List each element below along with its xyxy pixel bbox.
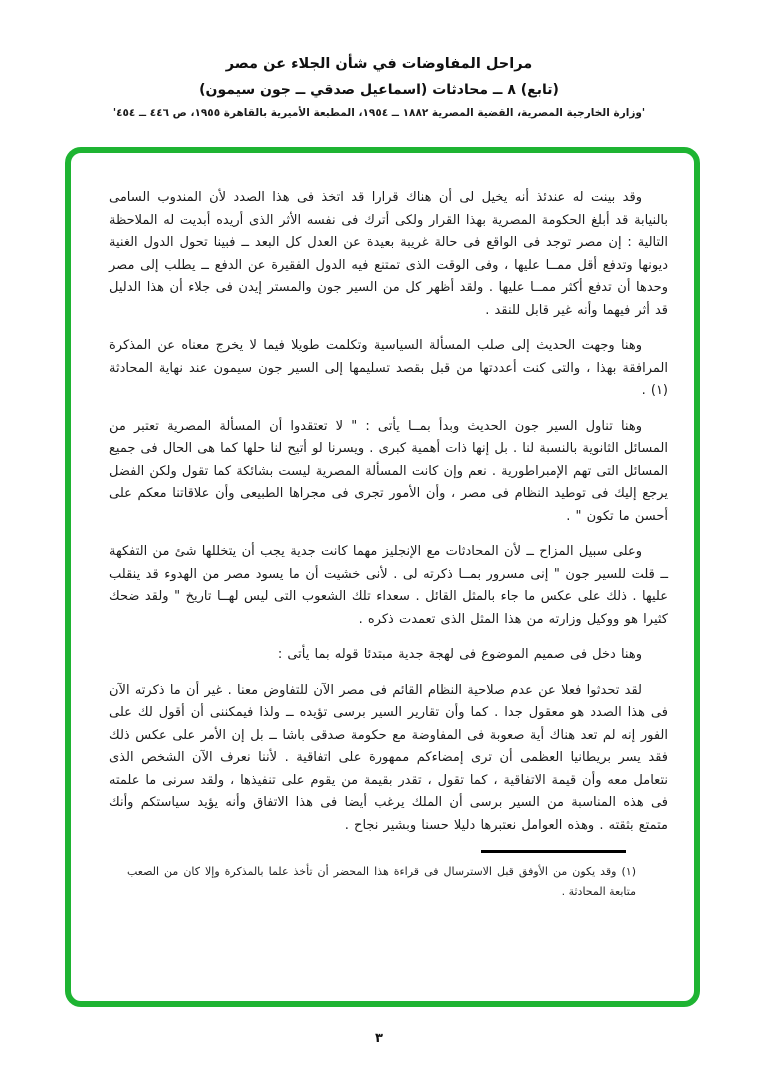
page-number: ٣ [375,1031,383,1046]
footnote-separator [481,850,626,853]
body-paragraph-6: لقد تحدثوا فعلا عن عدم صلاحية النظام القائم فى مصر الآن للتفاوض معنا . غير أن ما ذكرته الآن فى هذا الصدد هو معقول جدا . كما وأن تقارير السير برسى تؤيده ــ ولذا فيمكننى أن أقول لك على الفور إنه لم تعد هناك أية صعوبة فى المفاوضة مع حكومة صدقى باشا ــ بل إن الأمر على عكس ذلك فقد يسر بريطانيا العظمى أن ترى إمضاءكم ممهورة على اتفاقية . لأننا نعرف الآن الشخص الذى نتعامل معه وأن قيمة الاتفاقية ، كما تقول ، تقدر بقيمة من يقوم على تنفيذها ، ولقد سرنى ما علمته فى هذه المناسبة من السير برسى أن الملك يرغب أيضا فى هذا الاتفاق وأنه يؤيد سياستكم وأنك متمتع بثقته . وهذه العوامل نعتبرها دليلا حسنا وبشير نجاح . [109,682,668,833]
body-paragraph-3: وهنا تناول السير جون الحديث وبدأ بمــا يأتى : " لا تعتقدوا أن المسألة المصرية تعتبر من المسائل الثانوية بالنسبة لنا . بل إنها ذات أهمية كبرى . ويسرنا لو أتيح لنا حلها كما هى الحال فى جميع المسائل التى تهم الإمبراطورية . نعم وإن كانت المسألة المصرية ليست بشائكة كما تقول ولكن الفضل يرجع إليك فى توطيد النظام فى مصر ، وأن الأمور تجرى فى مجراها الطبيعى وأن علاقاتنا معكم على أحسن ما تكون " . [109,418,668,524]
body-paragraph-4: وعلى سبيل المزاح ــ لأن المحادثات مع الإنجليز مهما كانت جدية يجب أن يتخللها شئ من التفكهة ــ قلت للسير جون " إنى مسرور بمــا ذكرته لى . لأنى خشيت أن ما يسود مصر من الهدوء قد ينقلب عليها . ذلك على عكس ما جاء بالمثل القائل . سعداء تلك الشعوب التى ليس لهــا تاريخ " ولقد ضحك كثيرا هو ووكيل وزارته من هذا المثل الذى تعمدت ذكره . [109,544,668,627]
document-body [109,187,668,837]
document-header [0,56,758,119]
body-paragraph-1: وقد بينت له عندئذ أنه يخيل لى أن هناك قرارا قد اتخذ فى هذا الصدد لأن المندوب السامى بالنيابة قد أبلغ الحكومة المصرية بهذا القرار ولكى أترك فى نفسه الأثر الذى أريده أبديت له الملاحظة التالية : إن مصر توجد فى الواقع فى حالة غريبة بعيدة عن العدل كل البعد ــ فبينا تحول الدول الغنية ديونها وتدفع أقل ممــا عليها ، وفى الوقت الذى تمتنع فيه الدول الفقيرة عن الدفع ــ يطلب إلى مصر وحدها أن تدفع أكثر ممــا عليها . ولقد أظهر كل من السير جون والمستر إيدن فى جلاء أن هذا الدليل قد أثر فيهما وأنه غير قابل للنقد . [109,190,668,318]
highlight-border-box [65,147,700,1007]
document-title: مراحل المفاوضات في شأن الجلاء عن مصر [225,56,533,72]
source-citation: 'وزارة الخارجية المصرية، القضية المصرية ١٨٨٢ ــ ١٩٥٤، المطبعة الأميرية بالقاهرة ١٩٥٥، ص ٤٤٦ ــ ٤٥٤' [112,107,646,119]
document-subtitle: (تابع) ٨ ــ محادثات (اسماعيل صدقي ــ جون سيمون) [199,82,559,98]
footnote-text: (١) وقد يكون من الأوفق قبل الاسترسال فى قراءة هذا المحضر أن تأخذ علما بالمذكرة وإلا كان من الصعب متابعة المحادثة . [127,865,636,898]
body-paragraph-5: وهنا دخل فى صميم الموضوع فى لهجة جدية مبتدئا قوله بما يأتى : [277,647,642,662]
body-paragraph-2: وهنا وجهت الحديث إلى صلب المسألة السياسية وتكلمت طويلا فيما لا يخرج معناه عن المذكرة المرافقة بهذا ، والتى كنت أعددتها من قبل بقصد تسليمها إلى السير جون سيمون عند نهاية المحادثة (١) . [109,338,668,398]
